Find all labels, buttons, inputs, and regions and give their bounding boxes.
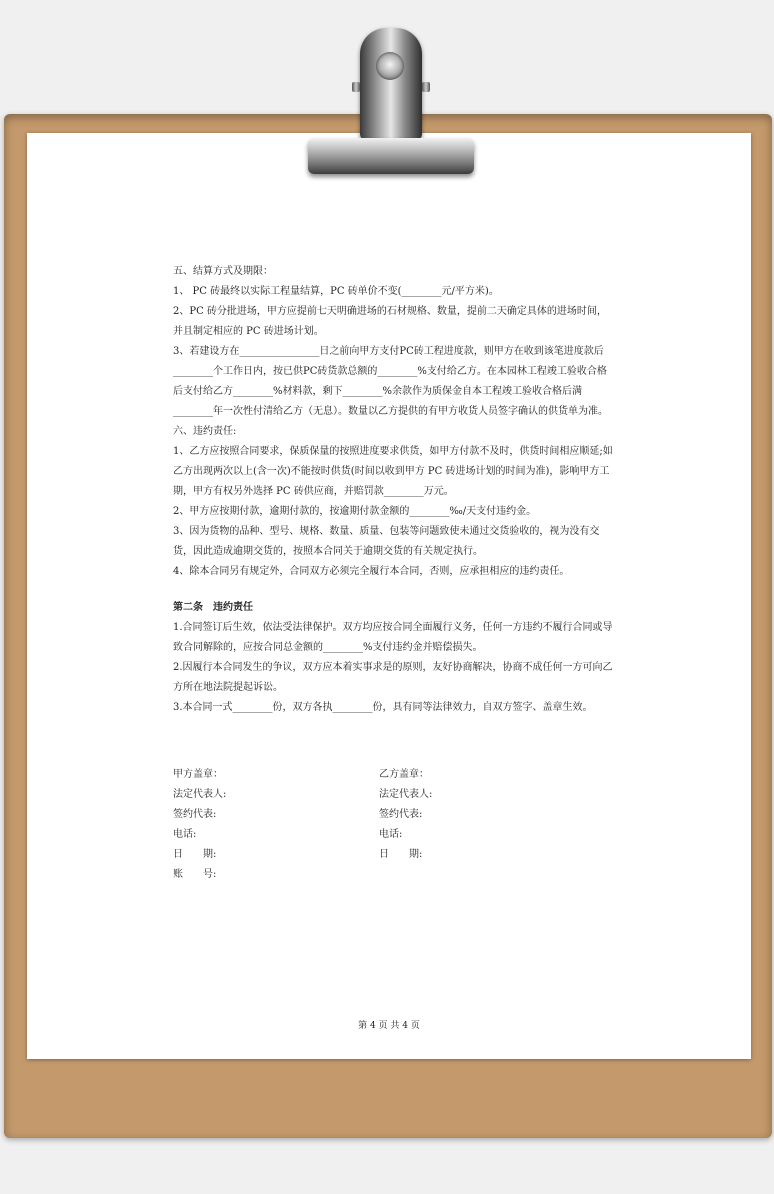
party-b-seal: 乙方盖章： bbox=[379, 769, 429, 780]
party-a-date: 日 期: bbox=[173, 849, 217, 860]
party-a-seal: 甲方盖章： bbox=[173, 769, 223, 780]
clip-pin-right bbox=[422, 82, 430, 92]
section5-item-1: 1、 PC 砖最终以实际工程量结算，PC 砖单价不变(________元/平方米)。 bbox=[173, 286, 499, 297]
section5-item-2: 2、PC 砖分批进场，甲方应提前七天明确进场的石材规格、数量，提前二天确定具体的进场时间，并且制定相应的 PC 砖进场计划。 bbox=[173, 306, 607, 337]
party-b-date: 日 期: bbox=[379, 849, 423, 860]
party-b-signer: 签约代表: bbox=[379, 809, 423, 820]
signature-block bbox=[173, 765, 613, 885]
article2-item-2: 2.因履行本合同发生的争议，双方应本着实事求是的原则，友好协商解决，协商不成任何一方可向乙方所在地法院提起诉讼。 bbox=[173, 662, 613, 693]
party-b-legal-rep: 法定代表人: bbox=[379, 789, 433, 800]
party-b-empty bbox=[379, 865, 613, 885]
section5-title: 五、结算方式及期限： bbox=[173, 266, 273, 277]
signature-row bbox=[173, 805, 613, 825]
section6-title: 六、违约责任: bbox=[173, 426, 237, 437]
document-content bbox=[173, 262, 613, 718]
clip-hinge bbox=[360, 28, 422, 140]
clip-pin-left bbox=[352, 82, 360, 92]
signature-row bbox=[173, 865, 613, 885]
signature-row bbox=[173, 825, 613, 845]
party-b-phone: 电话: bbox=[379, 829, 403, 840]
signature-row bbox=[173, 765, 613, 785]
page-number: 第 4 页 共 4 页 bbox=[358, 1021, 420, 1031]
article2-title: 第二条 违约责任 bbox=[173, 602, 253, 613]
signature-row bbox=[173, 785, 613, 805]
section6-item-4: 4、除本合同另有规定外，合同双方必须完全履行本合同，否则，应承担相应的违约责任。 bbox=[173, 566, 570, 577]
clip-hole bbox=[376, 52, 404, 80]
party-a-account: 账 号: bbox=[173, 869, 217, 880]
section6-item-3: 3、因为货物的品种、型号、规格、数量、质量、包装等问题致使未通过交货验收的，视为没有交货，因此造成逾期交货的，按照本合同关于逾期交货的有关规定执行。 bbox=[173, 526, 600, 557]
party-a-signer: 签约代表: bbox=[173, 809, 217, 820]
article2-item-3: 3.本合同一式________份，双方各执________份，具有同等法律效力，自双方签字、盖章生效。 bbox=[173, 702, 593, 713]
party-a-phone: 电话: bbox=[173, 829, 197, 840]
spacer bbox=[173, 582, 613, 598]
signature-row bbox=[173, 845, 613, 865]
article2-item-1: 1.合同签订后生效，依法受法律保护。双方均应按合同全面履行义务，任何一方违约不履行合同或导致合同解除的，应按合同总金额的________%支付违约金并赔偿损失。 bbox=[173, 622, 613, 653]
section6-item-1: 1、乙方应按照合同要求，保质保量的按照进度要求供货，如甲方付款不及时，供货时间相应顺延;如乙方出现两次以上(含一次)不能按时供货(时间以收到甲方 PC 砖进场计划的时间为准)，影响甲方工期，甲方有权另外选择 PC 砖供应商，并赔罚款________万元。 bbox=[173, 446, 613, 497]
section5-item-3: 3、若建设方在________________日之前向甲方支付PC砖工程进度款，则甲方在收到该笔进度款后________个工作日内，按已供PC砖货款总额的________%支付给乙方。在本园林工程竣工验收合格后支付给乙方________%材料款，剩下________%余款作为质保金自本工程竣工验收合格后满________年一次性付清给乙方（无息）。数量以乙方提供的有甲方收货人员签字确认的供货单为准。 bbox=[173, 346, 608, 417]
section6-item-2: 2、甲方应按期付款，逾期付款的，按逾期付款金额的________‰/天支付违约金。 bbox=[173, 506, 537, 517]
party-a-legal-rep: 法定代表人: bbox=[173, 789, 227, 800]
clip-bar bbox=[308, 138, 474, 174]
